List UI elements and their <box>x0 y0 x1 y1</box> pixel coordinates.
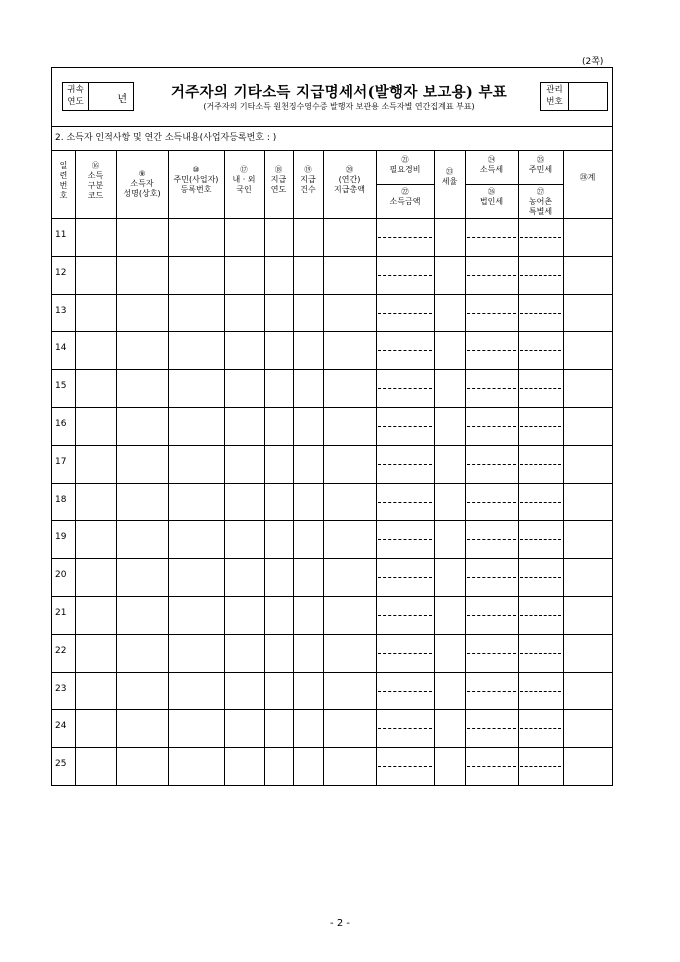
dashed-subdivider <box>520 426 561 427</box>
column-divider <box>293 151 294 785</box>
row-number: 17 <box>55 456 67 467</box>
dashed-subdivider <box>520 766 561 767</box>
dashed-subdivider <box>467 728 516 729</box>
row-divider <box>52 407 612 408</box>
row-number: 12 <box>55 267 67 278</box>
dashed-subdivider <box>520 350 561 351</box>
column-divider <box>75 151 76 785</box>
dashed-subdivider <box>467 766 516 767</box>
row-number: 11 <box>55 229 67 240</box>
row-number: 22 <box>55 645 67 656</box>
row-divider <box>52 596 612 597</box>
column-divider <box>168 151 169 785</box>
dashed-subdivider <box>378 539 432 540</box>
income-table <box>52 151 612 785</box>
row-divider <box>52 369 612 370</box>
row-divider <box>52 294 612 295</box>
row-number: 14 <box>55 343 67 354</box>
row-number: 13 <box>55 305 67 316</box>
dashed-subdivider <box>378 502 432 503</box>
column-divider <box>518 151 519 785</box>
management-number-label: 관리 번호 <box>541 83 569 110</box>
col-total-header: ㉘계 <box>579 173 596 182</box>
dashed-subdivider <box>467 388 516 389</box>
col-corporate-tax-header: ㉖ 법인세 <box>479 187 504 206</box>
attribution-year-label: 귀속 연도 <box>63 83 89 110</box>
page-number: - 2 - <box>330 918 350 929</box>
dashed-subdivider <box>378 691 432 692</box>
row-number: 18 <box>55 494 67 505</box>
row-number: 25 <box>55 759 67 770</box>
col-domestic-foreign-header: ⑰ 내 · 외 국인 <box>232 165 256 194</box>
dashed-subdivider <box>378 426 432 427</box>
form-title: 거주자의 기타소득 지급명세서(발행자 보고용) 부표 <box>170 84 508 101</box>
dashed-subdivider <box>520 464 561 465</box>
column-divider <box>376 151 377 785</box>
column-divider <box>264 151 265 785</box>
column-divider <box>224 151 225 785</box>
dashed-subdivider <box>467 237 516 238</box>
dashed-subdivider <box>520 577 561 578</box>
row-number: 21 <box>55 607 67 618</box>
row-divider <box>52 709 612 710</box>
dashed-subdivider <box>467 426 516 427</box>
row-divider <box>52 331 612 332</box>
row-divider <box>52 218 612 219</box>
col-registration-number-header: ⑩ 주민(사업자) 등록번호 <box>173 165 219 194</box>
row-divider <box>52 445 612 446</box>
dashed-subdivider <box>467 653 516 654</box>
row-divider <box>52 672 612 673</box>
dashed-subdivider <box>520 313 561 314</box>
dashed-subdivider <box>467 464 516 465</box>
dashed-subdivider <box>520 502 561 503</box>
dashed-subdivider <box>520 388 561 389</box>
year-unit: 년 <box>117 94 127 105</box>
col-rural-special-tax-header: ㉗ 농어촌 특별세 <box>528 187 553 216</box>
dashed-subdivider <box>378 653 432 654</box>
dashed-subdivider <box>378 237 432 238</box>
col-income-amount-header: ㉒ 소득금액 <box>389 187 421 206</box>
col-payment-year-header: ⑱ 지급 연도 <box>270 165 287 194</box>
row-number: 20 <box>55 570 67 581</box>
col-resident-tax-header: ㉕ 주민세 <box>528 155 553 174</box>
row-divider <box>52 483 612 484</box>
management-number-box[interactable] <box>540 82 608 111</box>
col-total-payment-header: ⑳ (연간) 지급총액 <box>334 165 365 194</box>
row-number: 23 <box>55 683 67 694</box>
dashed-subdivider <box>520 653 561 654</box>
column-divider <box>434 151 435 785</box>
dashed-subdivider <box>520 539 561 540</box>
dashed-subdivider <box>378 350 432 351</box>
dashed-subdivider <box>467 350 516 351</box>
col-serial-header: 일 련 번 호 <box>59 161 68 200</box>
row-divider <box>52 256 612 257</box>
dashed-subdivider <box>467 502 516 503</box>
attribution-year-box[interactable] <box>62 82 134 111</box>
dashed-subdivider <box>520 691 561 692</box>
section-title: 2. 소득자 인적사항 및 연간 소득내용(사업자등록번호 : ) <box>52 126 612 151</box>
column-divider <box>116 151 117 785</box>
dashed-subdivider <box>378 615 432 616</box>
header-subdivider <box>376 184 434 185</box>
dashed-subdivider <box>520 275 561 276</box>
dashed-subdivider <box>520 237 561 238</box>
dashed-subdivider <box>378 577 432 578</box>
dashed-subdivider <box>378 728 432 729</box>
form-header <box>52 68 612 127</box>
row-number: 19 <box>55 532 67 543</box>
row-number: 24 <box>55 721 67 732</box>
dashed-subdivider <box>378 388 432 389</box>
dashed-subdivider <box>378 313 432 314</box>
column-divider <box>323 151 324 785</box>
dashed-subdivider <box>467 539 516 540</box>
row-divider <box>52 520 612 521</box>
dashed-subdivider <box>378 766 432 767</box>
dashed-subdivider <box>378 464 432 465</box>
row-divider <box>52 634 612 635</box>
row-divider <box>52 747 612 748</box>
header-subdivider <box>465 184 563 185</box>
dashed-subdivider <box>520 615 561 616</box>
col-payment-count-header: ⑲ 지급 건수 <box>300 165 316 194</box>
column-divider <box>563 151 564 785</box>
dashed-subdivider <box>467 615 516 616</box>
col-earner-name-header: ⑨ 소득자 성명(상호) <box>123 169 161 198</box>
dashed-subdivider <box>378 275 432 276</box>
dashed-subdivider <box>467 275 516 276</box>
dashed-subdivider <box>520 728 561 729</box>
column-divider <box>465 151 466 785</box>
col-income-type-code-header: ⑯ 소득 구분 코드 <box>87 161 104 200</box>
col-necessary-expenses-header: ㉑ 필요경비 <box>389 155 421 174</box>
dashed-subdivider <box>467 691 516 692</box>
form-subtitle: (거주자의 기타소득 원천징수영수증 발행자 보관용 소득자별 연간집계표 부표) <box>203 102 475 111</box>
col-income-tax-header: ㉔ 소득세 <box>479 155 504 174</box>
col-tax-rate-header: ㉓ 세율 <box>441 167 458 186</box>
report-form <box>51 67 613 786</box>
dashed-subdivider <box>467 313 516 314</box>
page-note: (2쪽) <box>582 57 604 67</box>
row-divider <box>52 558 612 559</box>
dashed-subdivider <box>467 577 516 578</box>
row-number: 15 <box>55 381 67 392</box>
row-number: 16 <box>55 418 67 429</box>
